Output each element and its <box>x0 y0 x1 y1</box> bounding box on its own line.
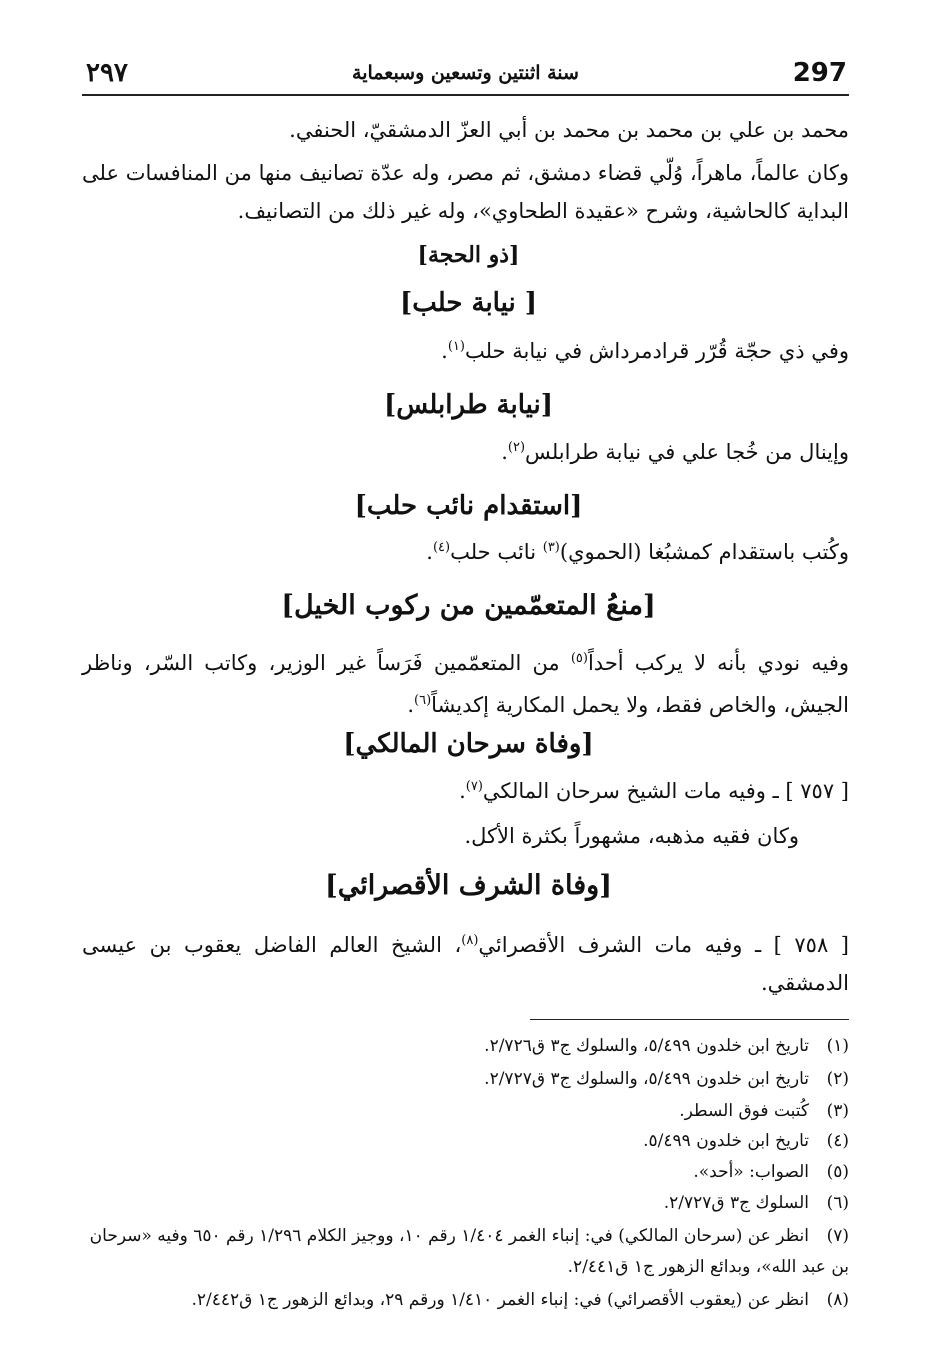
footnote-item: (٢)تاريخ ابن خلدون ٥/٤٩٩، والسلوك ج٣ ق٢/٧٢٧. <box>484 1069 849 1089</box>
page-header <box>82 58 849 96</box>
footnote-ref[interactable]: (٧) <box>465 779 483 794</box>
footnote-ref[interactable]: (٣) <box>542 540 560 555</box>
section-text-sarhan-note: وكان فقيه مذهبه، مشهوراً بكثرة الأكل. <box>464 824 799 848</box>
page-number-latin: 297 <box>792 58 847 88</box>
section-text-tripoli-governor: وإينال من خُجا علي في نيابة طرابلس$^{(٢)}$. <box>501 440 849 464</box>
month-heading: [ذو الحجة] <box>417 242 520 268</box>
footnote-item: (٣)كُتبت فوق السطر. <box>679 1101 849 1121</box>
section-title-turban-ban: [منعُ المتعمّمين من ركوب الخيل] <box>281 590 656 621</box>
footnote-ref[interactable]: (٤) <box>432 540 451 555</box>
footnote-ref[interactable]: (٥) <box>570 651 588 666</box>
section-title-sarhan-death: [وفاة سرحان المالكي] <box>343 729 594 759</box>
running-title: سنة اثنتين وتسعين وسبعماية <box>352 62 579 84</box>
footnote-item: (٦)السلوك ج٣ ق٢/٧٢٧. <box>663 1193 849 1213</box>
intro-line: محمد بن علي بن محمد بن محمد بن أبي العزّ الدمشقيّ، الحنفي. <box>289 118 849 142</box>
section-text-aleppo-governor: وفي ذي حجّة قُرّر قرادمرداش في نيابة حلب$^{(١)}$. <box>441 339 849 363</box>
section-text-summon-governor: وكُتب باستقدام كمشبُغا (الحموي)$^{(٣)}$ نائب حلب$^{(٤)}$. <box>426 540 849 564</box>
page-number-arabic: ٢٩٧ <box>86 58 128 88</box>
footnote-ref[interactable]: (٦) <box>414 693 432 708</box>
footnote-item: (٥)الصواب: «أحد». <box>693 1162 849 1182</box>
footnote-item: (٤)تاريخ ابن خلدون ٥/٤٩٩. <box>643 1131 849 1151</box>
section-text-turban-ban: وفيه نودي بأنه لا يركب أحداً$^{(٥)}$ من المتعمّمين فَرَساً غير الوزير، وكاتب السّر، وناظر الجيش، والخاص فقط، ولا يحمل المكارية إكديشاً$^{(٦)}$. <box>82 651 849 717</box>
section-title-tripoli-governor: [نيابة طرابلس] <box>383 390 554 420</box>
footnote-ref[interactable]: (٨) <box>461 933 479 948</box>
section-text-sarhan-death: [ ٧٥٧ ] ـ وفيه مات الشيخ سرحان المالكي$^{(٧)}$. <box>459 779 849 803</box>
footnote-item: (٧)انظر عن (سرحان المالكي) في: إنباء الغمر ١/٤٠٤ رقم ١٠، ووجيز الكلام ١/٢٩٦ رقم ٦٥٠ وفيه «سرحان بن عبد الله»، وبدائع الزهور ج١ ق٢/٤٤١. <box>89 1226 849 1277</box>
section-title-aqsarai-death: [وفاة الشرف الأقصرائي] <box>324 870 612 901</box>
intro-paragraph: وكان عالماً، ماهراً، وُلّي قضاء دمشق، ثم مصر، وله عدّة تصانيف منها من المنافسات على البداية كالحاشية، وشرح «عقيدة الطحاوي»، وله غير ذلك من التصانيف. <box>82 161 849 223</box>
section-text-aqsarai-death: [ ٧٥٨ ] ـ وفيه مات الشرف الأقصرائي$^{(٨)}$، الشيخ العالم الفاضل يعقوب بن عيسى الدمشقي. <box>82 933 849 995</box>
footnote-separator <box>530 1019 849 1020</box>
footnote-item: (٨)انظر عن (يعقوب الأقصرائي) في: إنباء الغمر ١/٤١٠ ورقم ٢٩، وبدائع الزهور ج١ ق٢/٤٤٢. <box>191 1290 849 1310</box>
footnote-item: (١)تاريخ ابن خلدون ٥/٤٩٩، والسلوك ج٣ ق٢/٧٢٦. <box>484 1036 849 1056</box>
section-title-summon-governor: [استقدام نائب حلب] <box>354 491 583 521</box>
footnote-ref[interactable]: (٢) <box>507 440 526 455</box>
footnote-ref[interactable]: (١) <box>447 339 465 354</box>
section-title-aleppo-governor: [ نيابة حلب] <box>399 288 538 318</box>
